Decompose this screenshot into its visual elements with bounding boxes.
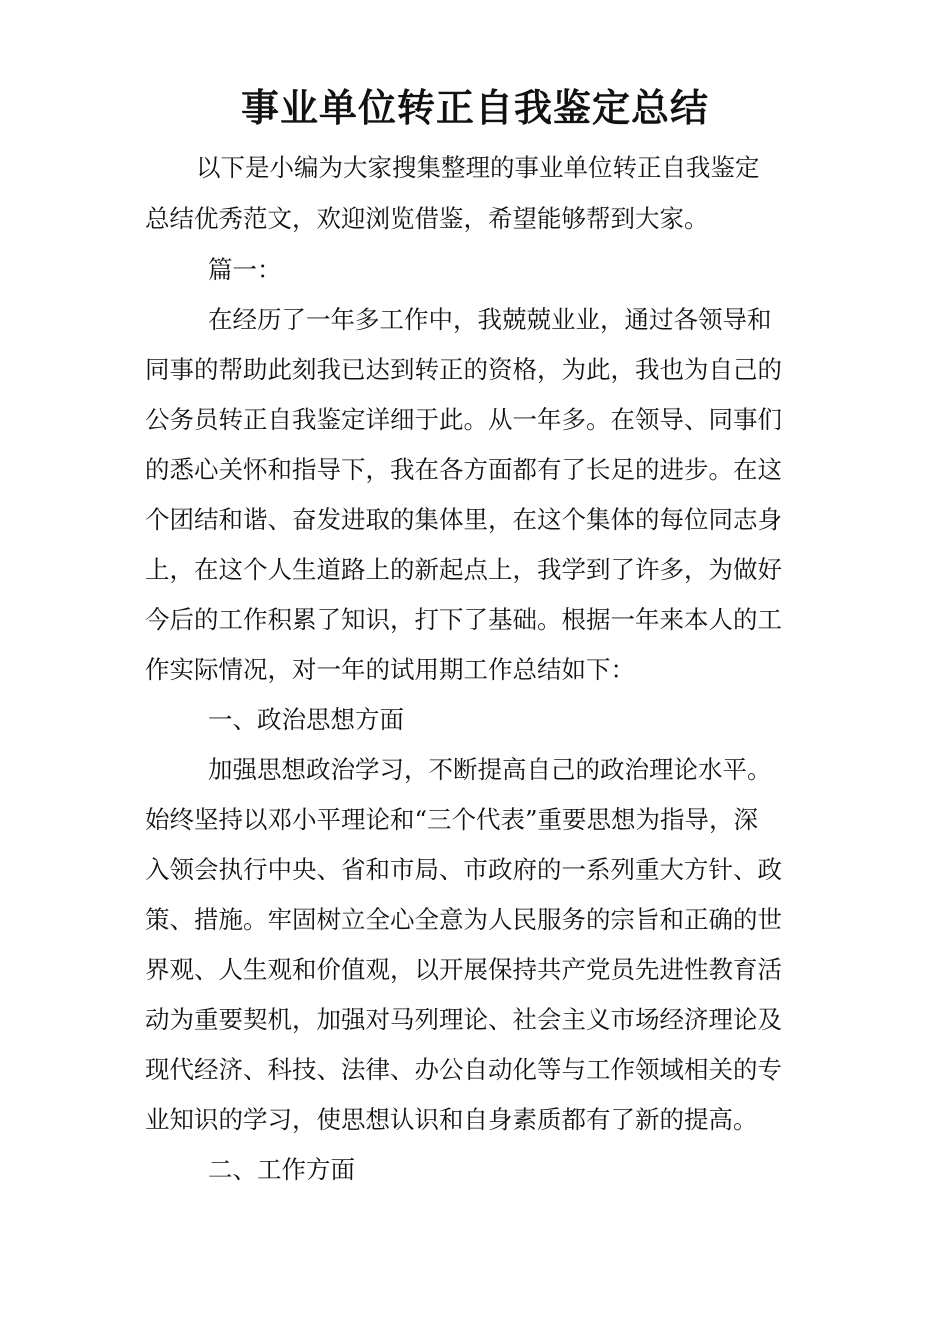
section-heading-part-one: 篇一： xyxy=(208,255,282,284)
paragraph-line: 的悉心关怀和指导下，我在各方面都有了长足的进步。在这 xyxy=(145,455,782,484)
paragraph-line: 在经历了一年多工作中，我兢兢业业，通过各领导和 xyxy=(208,305,772,334)
paragraph-line: 现代经济、科技、法律、办公自动化等与工作领域相关的专 xyxy=(145,1055,782,1084)
paragraph-line: 个团结和谐、奋发进取的集体里，在这个集体的每位同志身 xyxy=(145,505,782,534)
section-heading-work: 二、工作方面 xyxy=(208,1155,355,1184)
document-title: 事业单位转正自我鉴定总结 xyxy=(240,85,709,130)
intro-line-1: 以下是小编为大家搜集整理的事业单位转正自我鉴定 xyxy=(196,153,760,182)
intro-line-2: 总结优秀范文，欢迎浏览借鉴，希望能够帮到大家。 xyxy=(145,204,709,233)
paragraph-line: 作实际情况，对一年的试用期工作总结如下： xyxy=(145,655,635,684)
paragraph-line: 同事的帮助此刻我已达到转正的资格，为此，我也为自己的 xyxy=(145,355,782,384)
paragraph-line: 公务员转正自我鉴定详细于此。从一年多。在领导、同事们 xyxy=(145,405,782,434)
paragraph-line: 动为重要契机，加强对马列理论、社会主义市场经济理论及 xyxy=(145,1005,782,1034)
section-heading-politics: 一、政治思想方面 xyxy=(208,705,404,734)
paragraph-line: 策、措施。牢固树立全心全意为人民服务的宗旨和正确的世 xyxy=(145,905,782,934)
paragraph-line: 始终坚持以邓小平理论和“三个代表”重要思想为指导，深 xyxy=(145,805,759,834)
paragraph-line: 加强思想政治学习，不断提高自己的政治理论水平。 xyxy=(208,755,772,784)
paragraph-line: 今后的工作积累了知识，打下了基础。根据一年来本人的工 xyxy=(145,605,782,634)
paragraph-line: 上，在这个人生道路上的新起点上，我学到了许多，为做好 xyxy=(145,555,782,584)
paragraph-line: 入领会执行中央、省和市局、市政府的一系列重大方针、政 xyxy=(145,855,782,884)
paragraph-line: 界观、人生观和价值观，以开展保持共产党员先进性教育活 xyxy=(145,955,782,984)
paragraph-line: 业知识的学习，使思想认识和自身素质都有了新的提高。 xyxy=(145,1105,758,1134)
